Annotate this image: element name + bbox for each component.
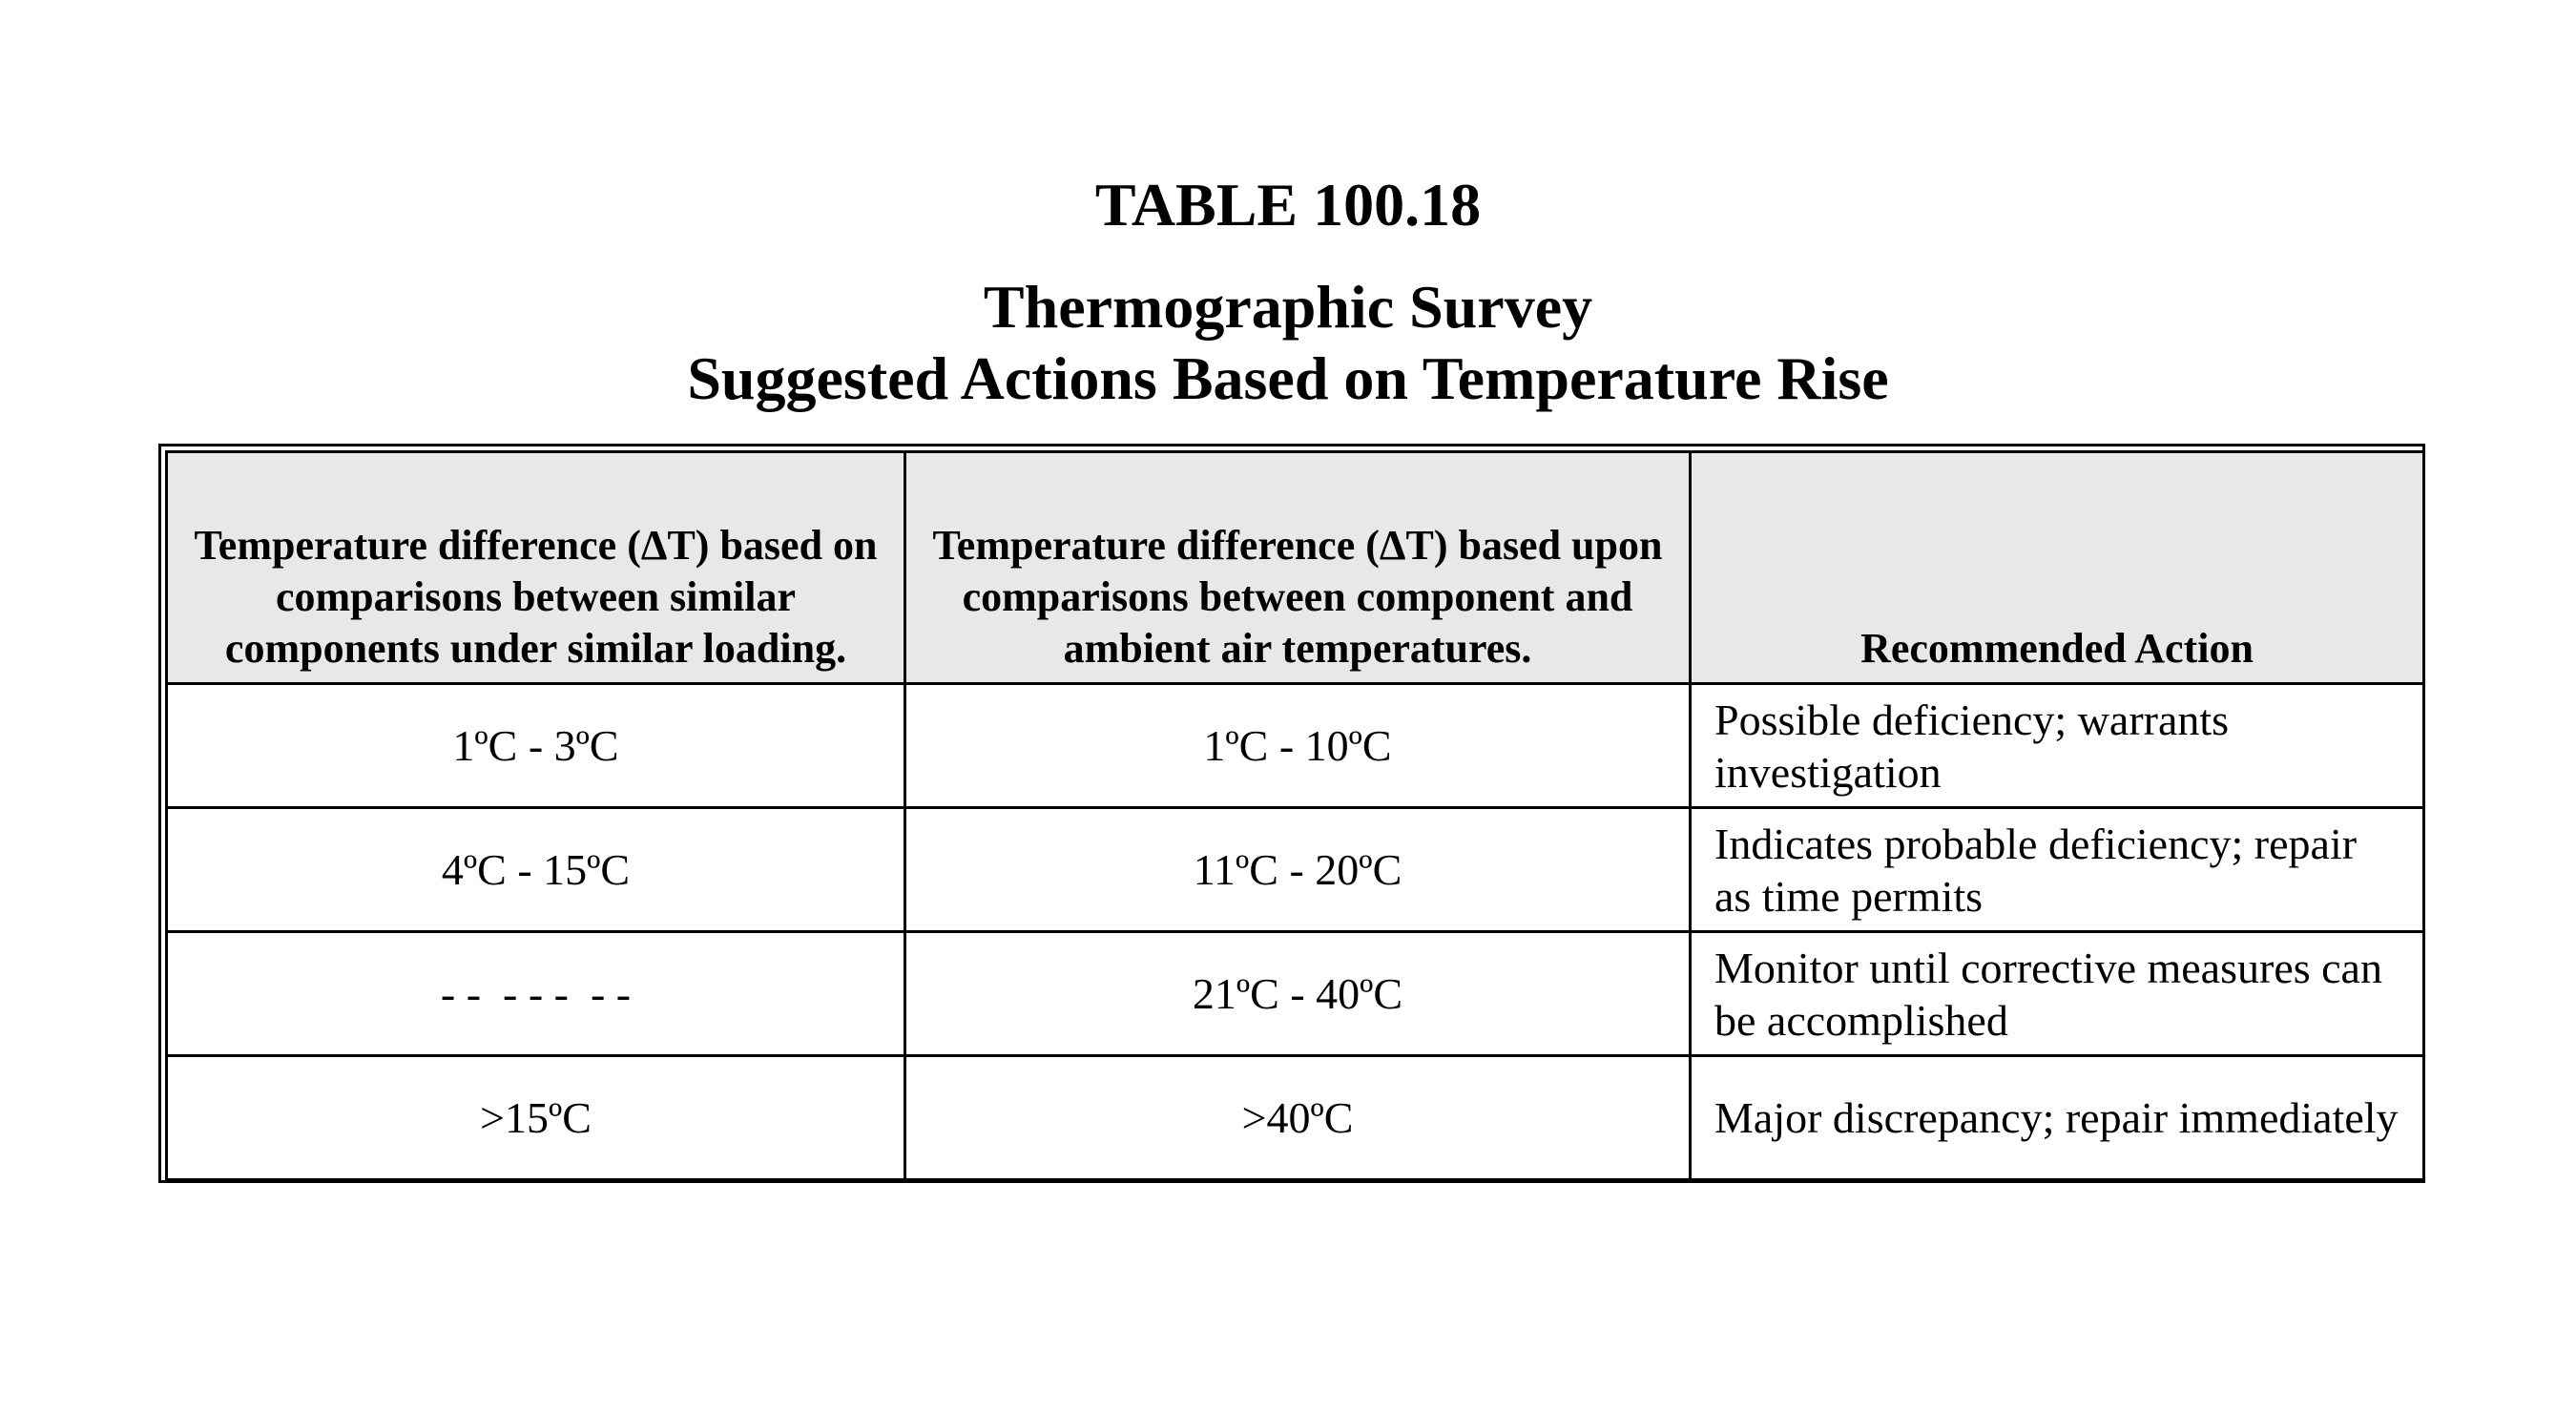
cell-recommended-action: Monitor until corrective measures can be accomplished	[1691, 932, 2424, 1056]
table-row	[167, 808, 2424, 932]
cell-recommended-action: Indicates probable deficiency; repair as time permits	[1691, 808, 2424, 932]
cell-similar-components: 4ºC - 15ºC	[167, 808, 905, 932]
cell-recommended-action: Possible deficiency; warrants investigation	[1691, 684, 2424, 808]
table-row	[167, 1056, 2424, 1180]
cell-similar-components: - - - - - - -	[167, 932, 905, 1056]
cell-recommended-action: Major discrepancy; repair immediately	[1691, 1056, 2424, 1180]
cell-ambient-air: 21ºC - 40ºC	[905, 932, 1691, 1056]
table-frame	[158, 444, 2425, 1183]
cell-ambient-air: >40ºC	[905, 1056, 1691, 1180]
table-header-row	[167, 452, 2424, 684]
table-row	[167, 684, 2424, 808]
table-number: TABLE 100.18	[1094, 171, 1482, 239]
table-row	[167, 932, 2424, 1056]
thermographic-survey-table	[165, 450, 2425, 1181]
header-recommended-action: Recommended Action	[1691, 452, 2424, 684]
table-title-line-1: Thermographic Survey	[983, 273, 1593, 341]
cell-ambient-air: 11ºC - 20ºC	[905, 808, 1691, 932]
table-title-line-2: Suggested Actions Based on Temperature Rise	[687, 344, 1889, 412]
header-similar-components: Temperature difference (ΔT) based on comparisons between similar components under similar loading.	[167, 452, 905, 684]
cell-ambient-air: 1ºC - 10ºC	[905, 684, 1691, 808]
cell-similar-components: 1ºC - 3ºC	[167, 684, 905, 808]
cell-similar-components: >15ºC	[167, 1056, 905, 1180]
header-ambient-air: Temperature difference (ΔT) based upon comparisons between component and ambient air temperatures.	[905, 452, 1691, 684]
